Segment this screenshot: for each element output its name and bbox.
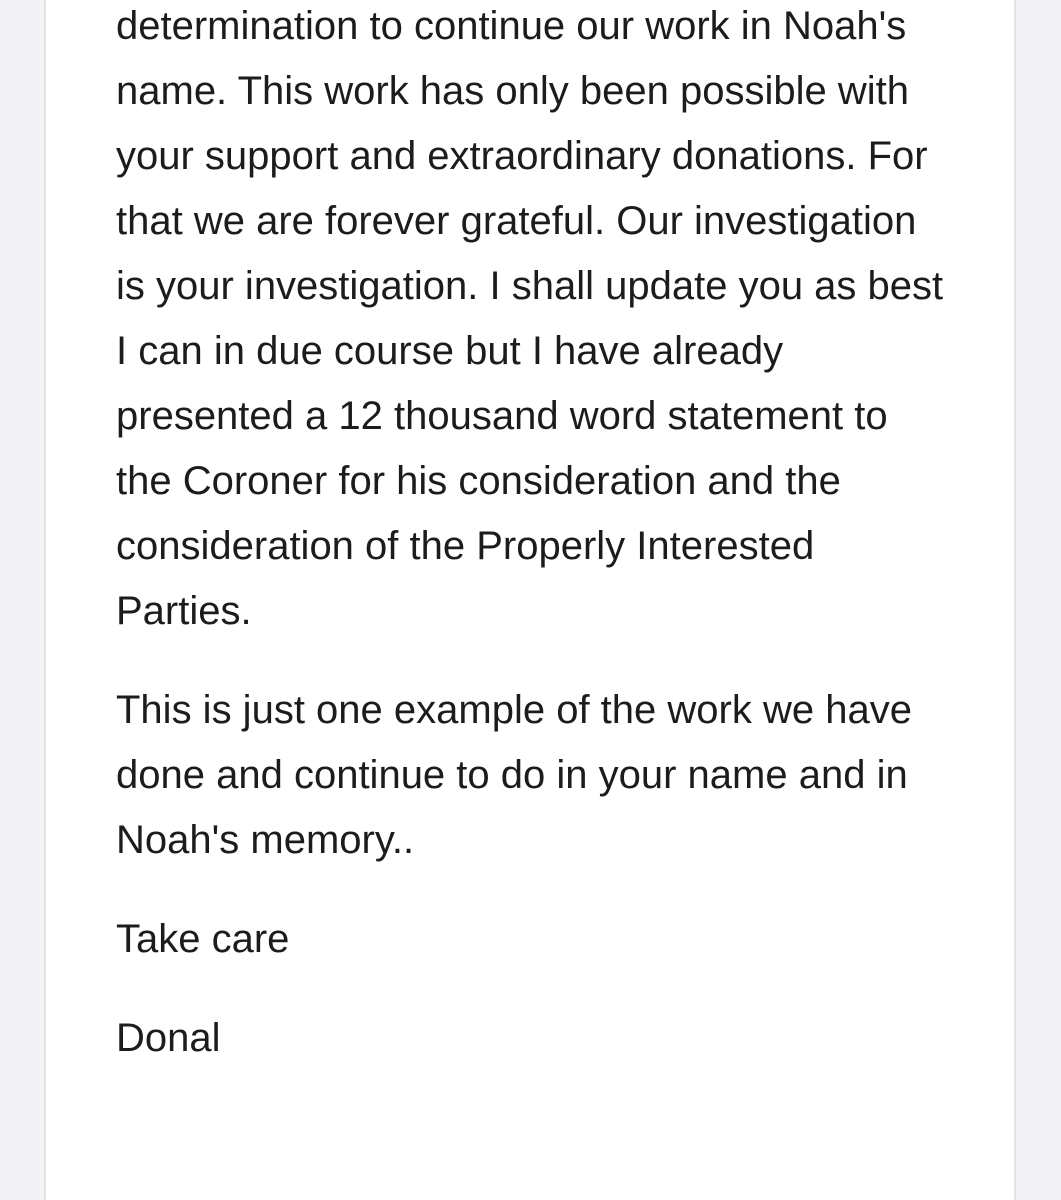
email-signoff: Take care [116, 917, 290, 961]
email-signature: Donal [116, 1016, 221, 1060]
email-body-panel [44, 0, 1016, 1200]
email-paragraph-example: This is just one example of the work we have done and continue to do in your name and in Noah's memory.. [116, 688, 912, 862]
email-body-text [116, 0, 946, 1071]
email-paragraph-determination: determination to continue our work in Noah's name. This work has only been possible with your support and extraordinary donations. For that we are forever grateful. Our investigation is your investigation. I shall update you as best I can in due course but I have already presented a 12 thousand word statement to the Coroner for his consideration and the consideration of the Properly Interested Parties. [116, 4, 944, 633]
